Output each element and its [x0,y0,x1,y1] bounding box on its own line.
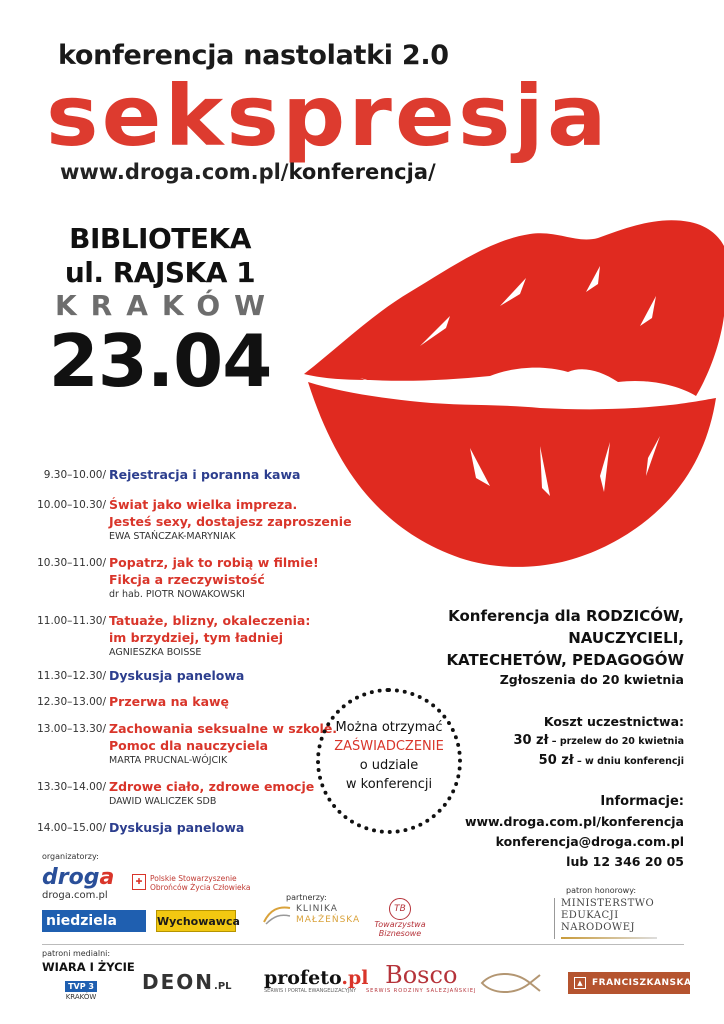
info-phone: lub 12 346 20 05 [566,854,684,869]
audience-line1: Konferencja dla RODZICÓW, NAUCZYCIELI, [448,607,684,647]
wychowawca-logo: Wychowawca [156,910,236,932]
schedule-time: 13.30–14.00/ [37,781,106,793]
deon-suffix: .PL [214,981,232,992]
schedule-title: Zdrowe ciało, zdrowe emocje [109,779,315,794]
schedule-time: 11.00–11.30/ [37,615,106,627]
price-2: 50 zł [538,753,574,768]
audience-text [330,605,684,671]
footer-divider [42,944,684,945]
droga-logo [42,866,114,901]
price-2-note: – w dniu konferencji [573,756,684,767]
badge-line4: w konferencji [345,777,433,792]
schedule-speaker: MARTA PRUCNAL-WÓJCIK [109,755,228,766]
klinika-icon [262,904,292,926]
price-1: 30 zł [513,733,549,748]
schedule-title: Dyskusja panelowa [109,820,245,835]
schedule-time: 13.00–13.30/ [37,723,106,735]
schedule-time: 12.30–13.00/ [37,696,106,708]
cost-heading: Koszt uczestnictwa: [543,714,684,729]
badge-line1: Można otrzymać [335,720,443,735]
deon-logo [142,970,232,994]
registration-deadline: Zgłoszenia do 20 kwietnia [499,672,684,687]
badge-line2: ZAŚWIADCZENIE [334,739,444,754]
organizers-label: organizatorzy: [42,852,99,861]
schedule-title: Dyskusja panelowa [109,668,245,683]
tb-logo [370,898,430,938]
profeto-sub: SERWIS I PORTAL EWANGELIZACYJNY [264,988,357,994]
info-email[interactable]: konferencja@droga.com.pl [495,834,684,849]
schedule-title: Zachowania seksualne w szkole. [109,721,338,736]
schedule-speaker: dr hab. PIOTR NOWAKOWSKI [109,589,245,600]
schedule-title-line2: Jesteś sexy, dostajesz zaproszenie [109,514,352,529]
schedule-title: Popatrz, jak to robią w filmie! [109,555,319,570]
schedule-time: 14.00–15.00/ [37,822,106,834]
franciszkanska3-logo [568,972,716,994]
profeto-suffix: .pl [341,967,369,989]
partners-label: partnerzy: [286,893,327,902]
tb-mark: TB [389,898,411,920]
schedule-speaker: EWA STAŃCZAK-MARYNIAK [109,531,236,542]
conference-url[interactable] [60,160,436,184]
tb-line1: Towarzystwa [374,920,426,929]
men-line3: NARODOWEJ [561,922,636,933]
schedule-time: 11.30–12.30/ [37,670,106,682]
pszo-logo [132,874,250,892]
tvp-badge: TVP 3 [65,981,97,992]
droga-word-b: a [99,865,115,890]
schedule-title: Tatuaże, blizny, okaleczenia: [109,613,311,628]
schedule-title-line2: Fikcja a rzeczywistość [109,572,265,587]
venue-city: KRAKÓW [54,289,280,322]
fish-logo-icon [478,970,544,996]
schedule-title: Świat jako wielka impreza. [109,497,298,512]
schedule-speaker: DAWID WALICZEK SDB [109,796,217,807]
klinika-logo [262,904,360,926]
wiz-title: WIARA I ŻYCIE [42,960,135,974]
klinika-line2: MAŁŻEŃSKA [296,915,361,925]
badge-line3: o udziale [359,758,419,773]
bosco-sub: SERWIS RODZINY SALEZJAŃSKIEJ [366,988,477,994]
venue-block [40,222,280,403]
men-line1: MINISTERSTWO [561,898,655,909]
event-date: 23.04 [48,319,272,403]
profeto-logo [264,968,368,994]
tb-line2: Biznesowe [378,929,422,938]
audience-line2: KATECHETÓW, PEDAGOGÓW [446,651,684,669]
url-path: konferencja/ [288,160,436,184]
men-underline [561,937,657,939]
deon-word: DEON [142,970,215,994]
info-heading: Informacje: [600,794,684,809]
media-label: patroni medialni: [42,949,111,958]
schedule-time: 10.00–10.30/ [37,499,106,511]
profeto-word: profeto [264,967,342,989]
schedule-time: 10.30–11.00/ [37,557,106,569]
schedule-speaker: AGNIESZKA BOISSE [109,647,202,658]
url-base: www.droga.com.pl/ [60,160,289,184]
droga-word-a: drog [42,865,100,890]
niedziela-logo: niedziela [42,910,146,932]
certificate-badge [316,688,462,834]
venue-street: ul. RAJSKA 1 [64,256,256,289]
schedule-title: Rejestracja i poranna kawa [109,467,301,482]
schedule-time: 9.30–10.00/ [43,469,106,481]
lips-illustration [300,196,724,576]
conference-title: sekspresja [46,67,610,165]
schedule-title: Przerwa na kawę [109,694,230,709]
bosco-logo [366,962,477,994]
fr3-text: FRANCISZKANSKA3.PL [592,978,716,988]
info-url[interactable]: www.droga.com.pl/konferencja [464,814,684,829]
klinika-line1: KLINIKA [296,904,338,914]
bosco-word: Bosco [385,961,458,989]
venue-name: BIBLIOTEKA [69,222,251,255]
men-line2: EDUKACJI [561,910,619,921]
wiara-i-zycie-logo [42,960,135,1001]
pszo-line1: Polskie Stowarzyszenie [150,874,237,883]
pszo-icon: ✚ [132,874,146,890]
price-1-note: – przelew do 20 kwietnia [548,736,684,747]
honorary-label: patron honorowy: [566,886,637,895]
schedule-title-line2: im brzydziej, tym ładniej [109,630,284,645]
franciszkanska-icon: ▲ [574,977,586,989]
men-logo [554,898,657,939]
schedule-title-line2: Pomoc dla nauczyciela [109,738,269,753]
pszo-line2: Obrońców Życia Człowieka [150,883,251,892]
conference-subtitle: konferencja nastolatki 2.0 [58,40,449,71]
droga-domain: droga.com.pl [42,890,108,901]
tvp-city: KRAKÓW [65,993,97,1001]
